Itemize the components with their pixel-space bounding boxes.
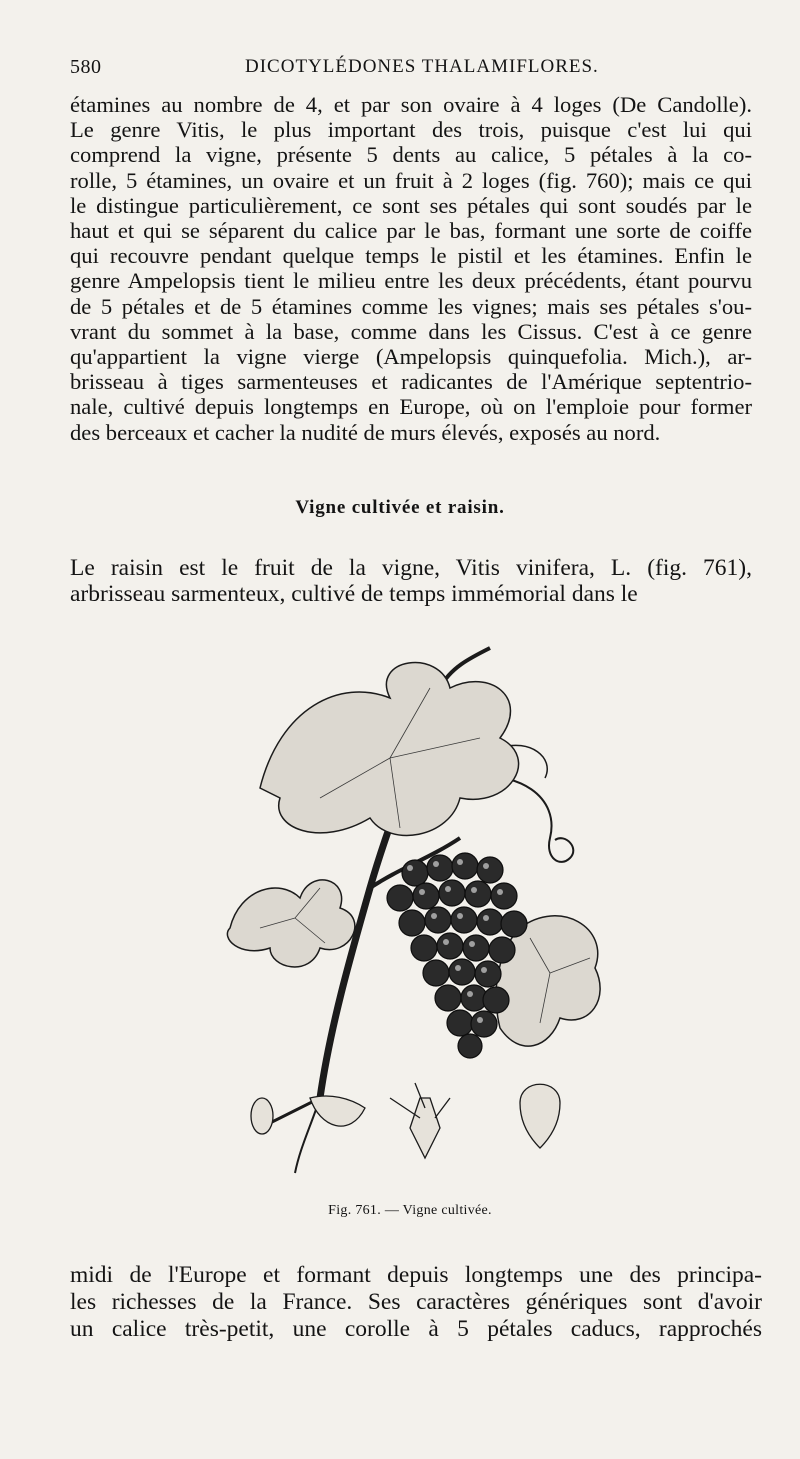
text-line: des berceaux et cacher la nudité de murs élevés, exposés au nord. bbox=[70, 419, 661, 445]
text-line: vrant du sommet à la base, comme dans les Cissus. C'est à ce genre bbox=[70, 318, 752, 344]
text-line: les richesses de la France. Ses caractères génériques sont d'avoir bbox=[70, 1289, 762, 1315]
section-heading: Vigne cultivée et raisin. bbox=[295, 497, 505, 518]
figure-vine-illustration bbox=[200, 628, 620, 1228]
text-line: étamines au nombre de 4, et par son ovaire à 4 loges (De Candolle). bbox=[70, 92, 752, 117]
grapevine-engraving bbox=[200, 628, 620, 1188]
text-line: de 5 pétales et de 5 étamines comme les vignes; mais ses pétales s'ou- bbox=[70, 293, 752, 319]
text-line: genre Ampelopsis tient le milieu entre les deux précédents, étant pourvu bbox=[70, 268, 752, 294]
text-line: midi de l'Europe et formant depuis longtemps une des principa- bbox=[70, 1262, 762, 1288]
text-line: haut et qui se séparent du calice par le bas, formant une sorte de coiffe bbox=[70, 218, 752, 244]
text-line: brisseau à tiges sarmenteuses et radicantes de l'Amérique septentrio- bbox=[70, 369, 752, 395]
paragraph-genus-description bbox=[70, 92, 752, 445]
page-number: 580 bbox=[70, 56, 102, 78]
text-line: arbrisseau sarmenteux, cultivé de temps immémorial dans le bbox=[70, 581, 638, 607]
text-line: le distingue particulièrement, ce sont ses pétales qui sont soudés par le bbox=[70, 192, 752, 218]
paragraph-raisin-intro bbox=[70, 555, 752, 607]
paragraph-raisin-continued bbox=[70, 1262, 762, 1343]
running-head: DICOTYLÉDONES THALAMIFLORES. bbox=[245, 56, 599, 77]
text-line: un calice très-petit, une corolle à 5 pétales caducs, rapprochés bbox=[70, 1316, 762, 1342]
text-line: qu'appartient la vigne vierge (Ampelopsis quinquefolia. Mich.), ar- bbox=[70, 344, 752, 370]
text-line: comprend la vigne, présente 5 dents au calice, 5 pétales à la co- bbox=[70, 142, 752, 168]
page-header bbox=[70, 56, 750, 86]
text-line: qui recouvre pendant quelque temps le pistil et les étamines. Enfin le bbox=[70, 243, 752, 269]
figure-caption: Fig. 761. — Vigne cultivée. bbox=[328, 1203, 492, 1218]
text-line: rolle, 5 étamines, un ovaire et un fruit à 2 loges (fig. 760); mais ce qui bbox=[70, 167, 752, 193]
text-line: Le raisin est le fruit de la vigne, Vitis vinifera, L. (fig. 761), bbox=[70, 555, 752, 581]
text-line: nale, cultivé depuis longtemps en Europe, où on l'emploie pour former bbox=[70, 394, 752, 420]
text-line: Le genre Vitis, le plus important des trois, puisque c'est lui qui bbox=[70, 117, 752, 143]
